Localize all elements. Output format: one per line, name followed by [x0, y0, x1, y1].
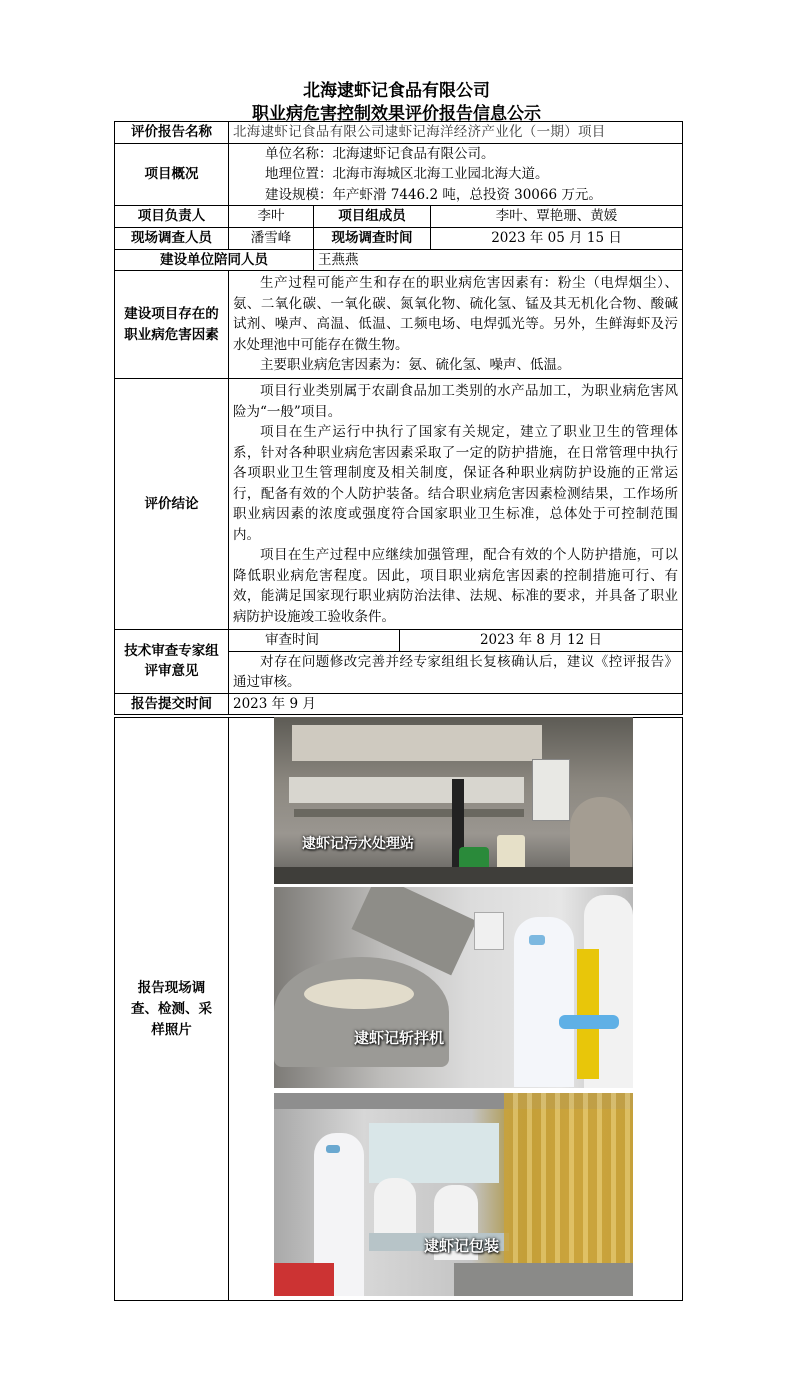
sewage-station-photo	[274, 717, 633, 884]
review-opinion-cell	[229, 651, 683, 693]
hazards-paragraph: 生产过程可能产生和存在的职业病危害因素有：粉尘（电焊烟尘）、氨、二氧化碳、一氧化碳、氮氧化物、硫化氢、锰及其无机化合物、酸碱试剂、噪声、高温、低温、工频电场、电焊弧光等。另外，生鲜海虾及污水处理池中可能存在微生物。	[233, 275, 679, 353]
review-opinion: 对存在问题修改完善并经专家组组长复核确认后，建议《控评报告》通过审核。	[233, 653, 679, 690]
hazards-content	[229, 271, 683, 379]
hazards-paragraph: 主要职业病危害因素为：氨、硫化氢、噪声、低温。	[260, 357, 571, 374]
company-heading: 北海逮虾记食品有限公司	[303, 81, 490, 101]
overview-content	[229, 143, 683, 206]
chopper-mixer-photo	[274, 887, 633, 1088]
document-title: 职业病危害控制效果评价报告信息公示	[252, 104, 541, 124]
submit-label: 报告提交时间	[115, 693, 229, 715]
investigator-value: 潘雪峰	[229, 228, 314, 250]
conclusion-label: 评价结论	[115, 379, 229, 630]
photo-caption: 逮虾记斩拌机	[354, 1029, 445, 1047]
photo-caption: 逮虾记污水处理站	[302, 836, 414, 852]
photos-label: 报告现场调查、检测、采样照片	[115, 718, 229, 1301]
conclusion-paragraph: 项目在生产运行中执行了国家有关规定，建立了职业卫生的管理体系，针对各种职业病危害因素采取了一定的防护措施，在日常管理中执行各项职业卫生管理制度及相关制度，保证各种职业病防护设施的正常运行，配备有效的个人防护装备。结合职业病危害因素检测结果，工作场所职业病因素的浓度或强度符合国家职业卫生标准，总体处于可控制范围内。	[233, 424, 679, 543]
overview-line: 建设规模：年产虾滑 7446.2 吨，总投资 30066 万元。	[265, 186, 602, 203]
investigator-label: 现场调查人员	[115, 228, 229, 250]
report-name-value: 北海逮虾记食品有限公司逮虾记海洋经济产业化（一期）项目	[229, 122, 683, 144]
survey-time-label: 现场调查时间	[314, 228, 431, 250]
packaging-photo	[274, 1093, 633, 1296]
report-name-label: 评价报告名称	[115, 122, 229, 144]
submit-value: 2023 年 9 月	[229, 693, 683, 715]
review-label: 技术审查专家组评审意见	[115, 630, 229, 694]
accompany-label: 建设单位陪同人员	[115, 249, 314, 271]
conclusion-paragraph: 项目在生产过程中应继续加强管理，配合有效的个人防护措施，可以降低职业病危害程度。因此，项目职业病危害因素的控制措施可行、有效，能满足国家现行职业病防治法律、法规、标准的要求，并具备了职业病防护设施竣工验收条件。	[233, 547, 679, 625]
leader-label: 项目负责人	[115, 206, 229, 228]
accompany-value: 王燕燕	[314, 249, 683, 271]
overview-line: 地理位置：北海市海城区北海工业园北海大道。	[265, 166, 549, 182]
overview-line: 单位名称：北海逮虾记食品有限公司。	[265, 145, 495, 162]
conclusion-content	[229, 379, 683, 630]
photo-caption: 逮虾记包装	[424, 1237, 500, 1255]
overview-label: 项目概况	[115, 143, 229, 206]
survey-time-value: 2023 年 05 月 15 日	[431, 228, 683, 250]
members-label: 项目组成员	[314, 206, 431, 228]
conclusion-paragraph: 项目行业类别属于农副食品加工类别的水产品加工，为职业病危害风险为“一般”项目。	[233, 383, 679, 420]
review-time-value: 2023 年 8 月 12 日	[400, 630, 683, 652]
members-value: 李叶、覃艳珊、黄媛	[431, 206, 683, 228]
info-table	[114, 121, 683, 715]
leader-value: 李叶	[229, 206, 314, 228]
review-time-label: 审查时间	[229, 630, 400, 652]
hazards-label: 建设项目存在的职业病危害因素	[115, 271, 229, 379]
